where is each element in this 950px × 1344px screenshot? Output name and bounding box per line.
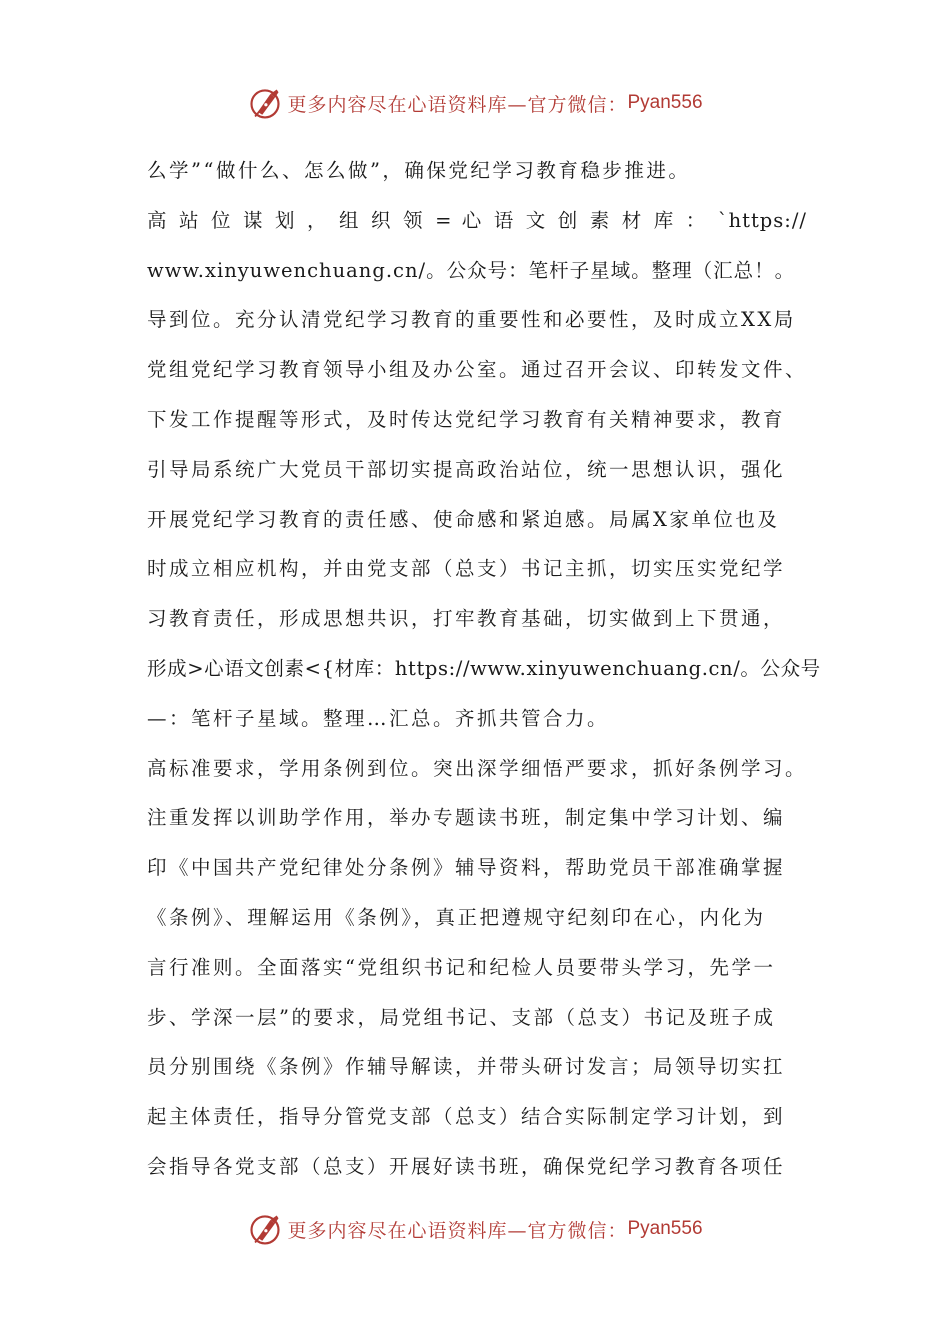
- banner-text: 更多内容尽在心语资料库—官方微信：: [287, 1219, 628, 1242]
- text-line: 下发工作提醒等形式，及时传达党纪学习教育有关精神要求，教育: [147, 407, 786, 431]
- header-banner: [0, 83, 950, 123]
- text-line: 高 站 位 谋 划 ， 组 织 领 = 心 语 文 创 素 材 库 ： `https://: [147, 208, 807, 232]
- text-line: 步、学深一层”的要求，局党组书记、支部（总支）书记及班子成: [147, 1005, 776, 1029]
- footer-banner: [0, 1209, 950, 1249]
- text-line: 导到位。充分认清党纪学习教育的重要性和必要性，及时成立XX局: [147, 308, 796, 332]
- text-line: www.xinyuwenchuang.cn/。公众号：笔杆子星域。整理（汇总！。: [147, 258, 796, 282]
- text-line: 么学”“做什么、怎么做”，确保党纪学习教育稳步推进。: [147, 159, 691, 182]
- banner-text: 更多内容尽在心语资料库—官方微信：: [287, 93, 628, 116]
- text-line: 言行准则。全面落实“党组织书记和纪检人员要带头学习，先学一: [147, 955, 776, 979]
- text-line: 形成>心语文创素<{材库：https://www.xinyuwenchuang.cn/。公众号: [147, 656, 821, 680]
- banner-wechat-id: Pyan556: [627, 1218, 703, 1239]
- pen-nib-logo-icon: [247, 85, 283, 121]
- text-line: 《条例》、理解运用《条例》，真正把遵规守纪刻印在心，内化为: [147, 905, 766, 929]
- text-line: 党组党纪学习教育领导小组及办公室。通过召开会议、印转发文件、: [147, 358, 808, 382]
- text-line: —：笔杆子星域。整理…汇总。齐抓共管合力。: [147, 706, 610, 730]
- text-line: 员分别围绕《条例》作辅导解读，并带头研讨发言；局领导切实扛: [147, 1055, 786, 1079]
- pen-nib-logo-icon: [247, 1211, 283, 1247]
- text-line: 印《中国共产党纪律处分条例》辅导资料，帮助党员干部准确掌握: [147, 856, 786, 880]
- text-line: 注重发挥以训助学作用，举办专题读书班，制定集中学习计划、编: [147, 806, 786, 830]
- banner-wechat-id: Pyan556: [627, 92, 703, 113]
- text-line: 开展党纪学习教育的责任感、使命感和紧迫感。局属X家单位也及: [147, 507, 780, 531]
- document-body: [147, 146, 821, 1192]
- text-line: 习教育责任，形成思想共识，打牢教育基础，切实做到上下贯通，: [147, 607, 786, 631]
- text-line: 时成立相应机构，并由党支部（总支）书记主抓，切实压实党纪学: [147, 557, 786, 581]
- text-line: 起主体责任，指导分管党支部（总支）结合实际制定学习计划，到: [147, 1105, 786, 1129]
- text-line: 会指导各党支部（总支）开展好读书班，确保党纪学习教育各项任: [147, 1154, 786, 1178]
- text-line: 高标准要求，学用条例到位。突出深学细悟严要求，抓好条例学习。: [147, 756, 808, 780]
- text-line: 引导局系统广大党员干部切实提高政治站位，统一思想认识，强化: [147, 457, 786, 481]
